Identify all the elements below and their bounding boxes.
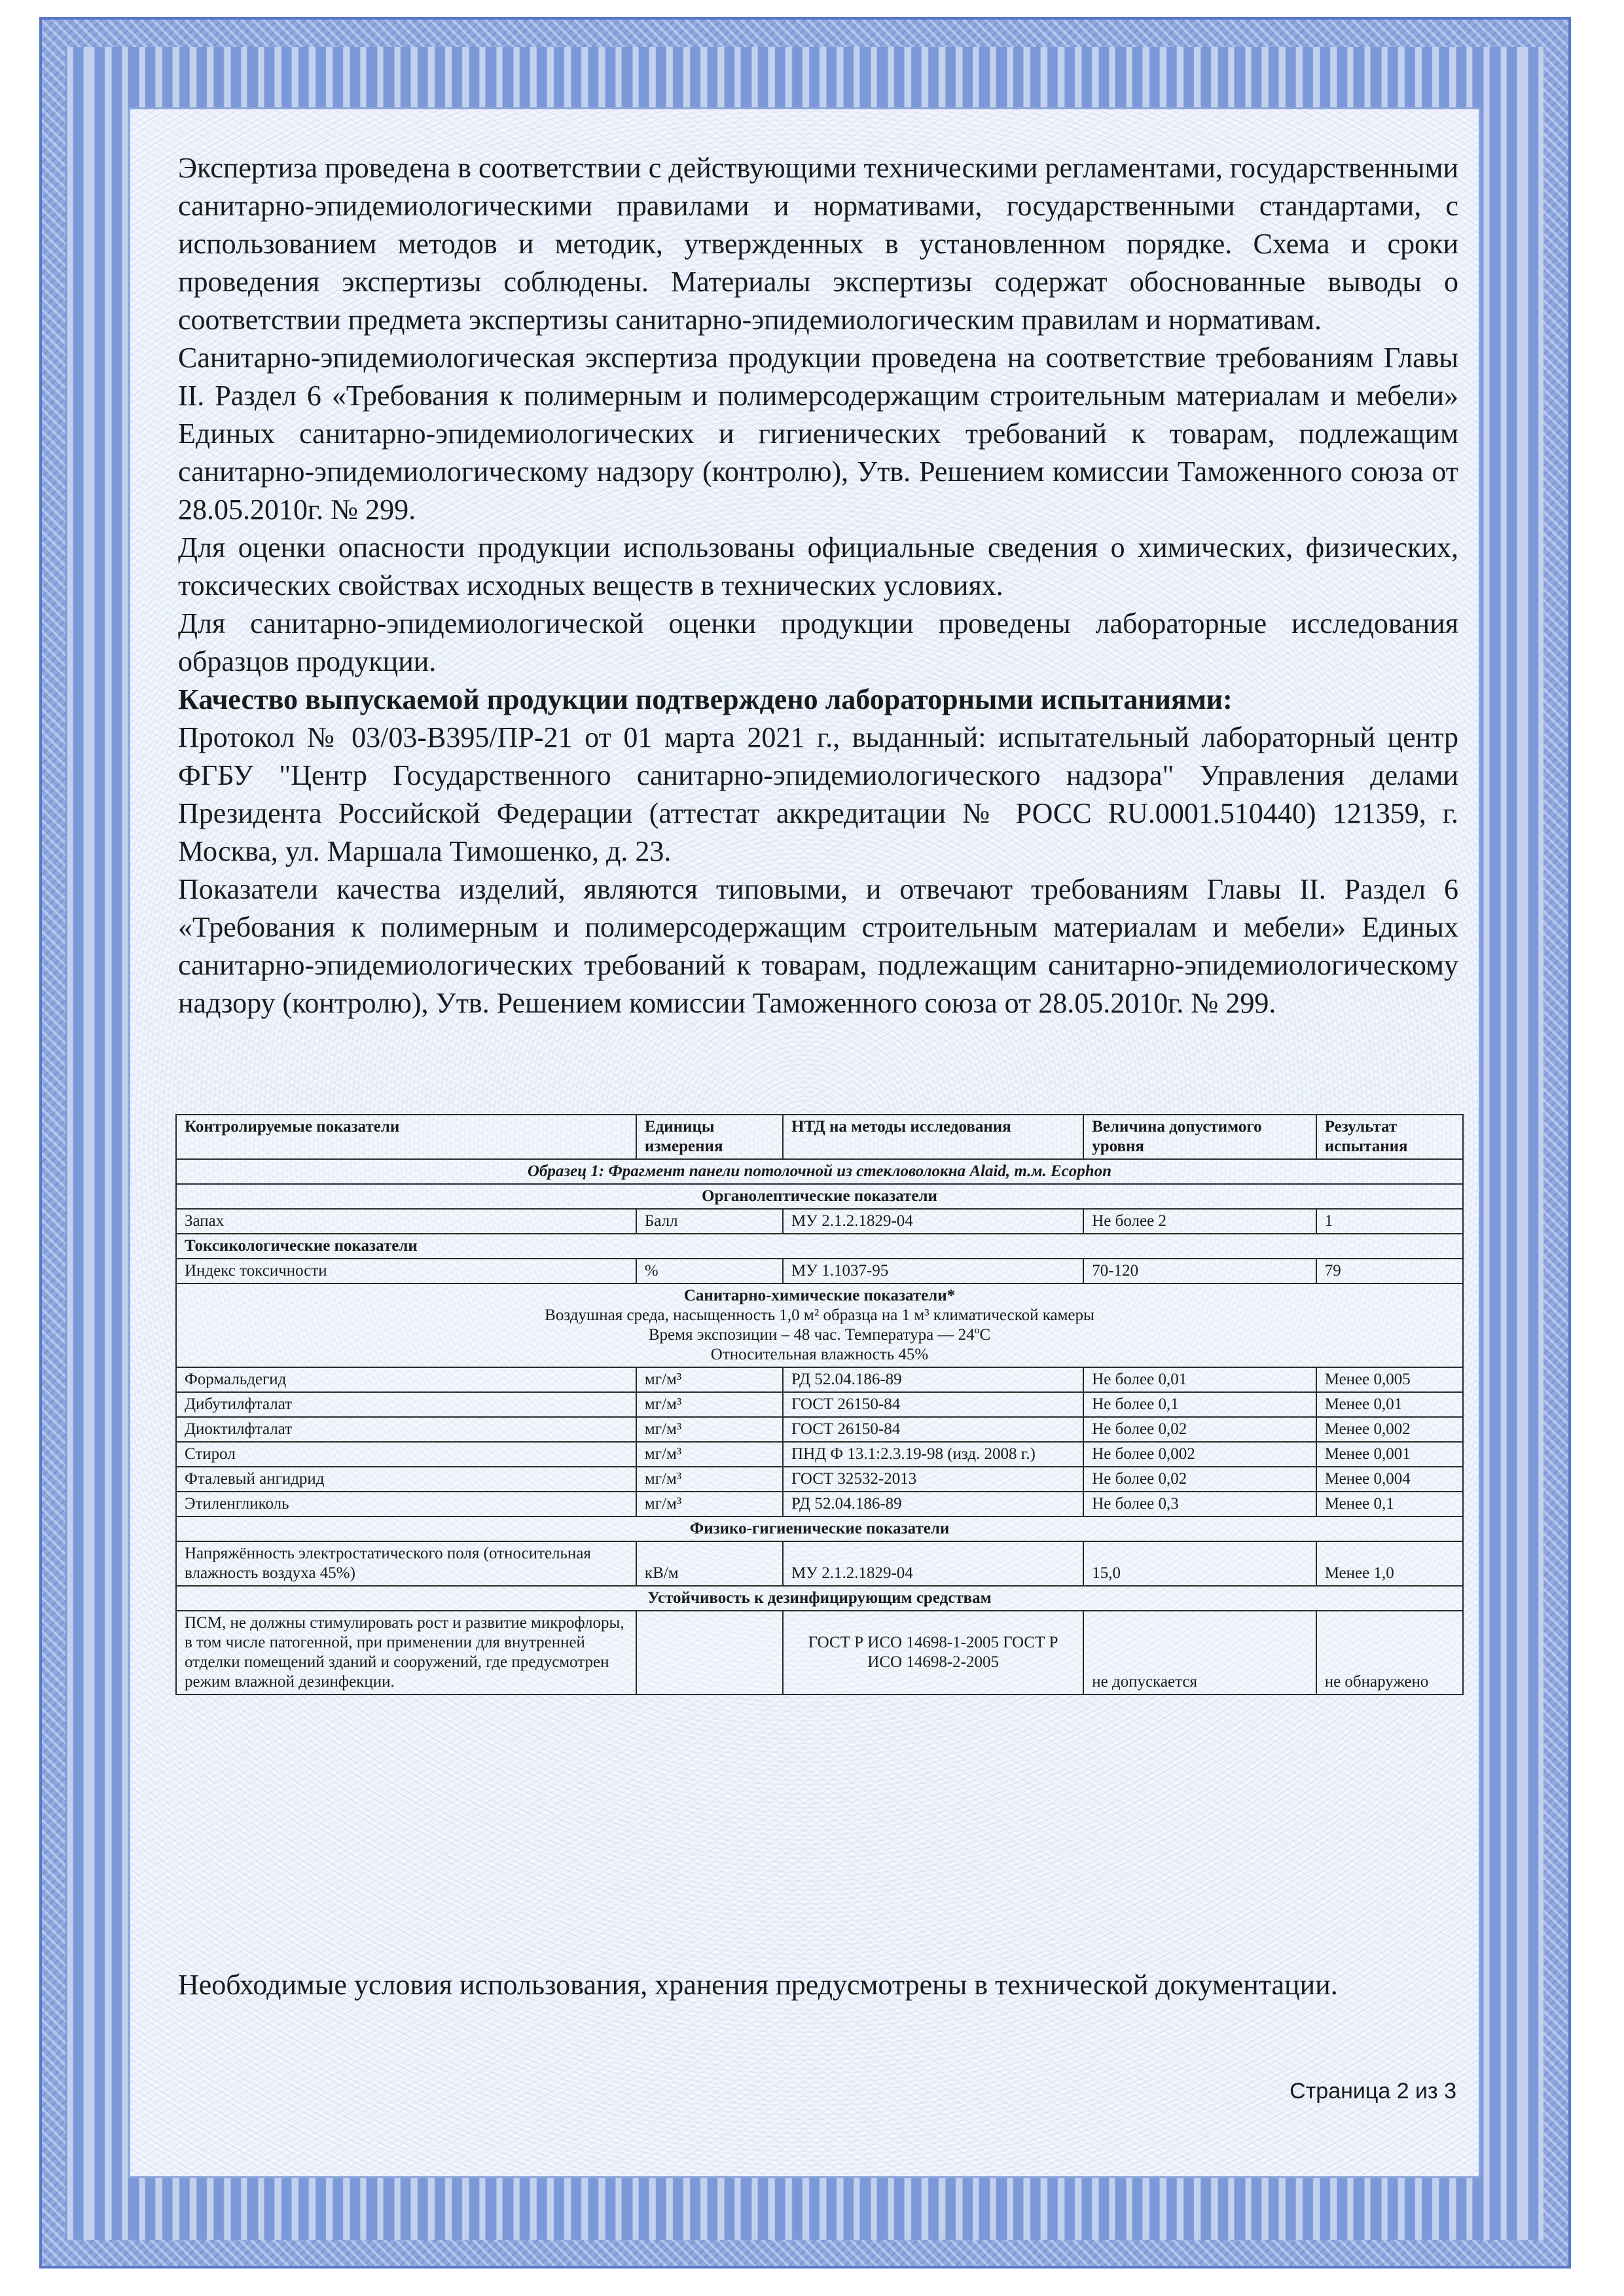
- chem-condition: Время экспозиции – 48 час. Температура — 24ºС: [648, 1326, 991, 1344]
- cell-units: [636, 1611, 783, 1695]
- cell-limit: не допускается: [1083, 1611, 1316, 1695]
- table-row: [176, 1417, 1463, 1442]
- section-disinfection: Устойчивость к дезинфицирующим средствам: [176, 1586, 1463, 1611]
- paragraph-quality-confirmed: Качество выпускаемой продукции подтверждено лабораторными испытаниями:: [178, 683, 1233, 715]
- cell-units: Балл: [636, 1209, 783, 1234]
- table-row: [176, 1492, 1463, 1516]
- cell-limit: Не более 0,02: [1083, 1467, 1316, 1492]
- page-number: Страница 2 из 3: [1290, 2079, 1456, 2104]
- cell-indicator: Напряжённость электростатического поля (относительная влажность воздуха 45%): [176, 1541, 636, 1586]
- section-chemical-title: Санитарно-химические показатели*: [683, 1287, 956, 1304]
- section-row: [176, 1283, 1463, 1367]
- table-row: [176, 1259, 1463, 1283]
- cell-result: не обнаружено: [1316, 1611, 1463, 1695]
- sample-row: [176, 1159, 1463, 1184]
- cell-result: Менее 0,004: [1316, 1467, 1463, 1492]
- cell-result: 1: [1316, 1209, 1463, 1234]
- cell-result: Менее 0,002: [1316, 1417, 1463, 1442]
- cell-method: РД 52.04.186-89: [783, 1492, 1083, 1516]
- usage-conditions: Необходимые условия использования, хранения предусмотрены в технической документации.: [178, 1969, 1338, 2001]
- cell-method: РД 52.04.186-89: [783, 1367, 1083, 1392]
- cell-result: Менее 1,0: [1316, 1541, 1463, 1586]
- section-physical: Физико-гигиенические показатели: [176, 1516, 1463, 1541]
- section-row: [176, 1586, 1463, 1611]
- header-units: Единицы измерения: [636, 1115, 783, 1159]
- cell-units: мг/м³: [636, 1467, 783, 1492]
- table-row: [176, 1467, 1463, 1492]
- cell-units: мг/м³: [636, 1492, 783, 1516]
- paragraph-lab-research: Для санитарно-эпидемиологической оценки продукции проведены лабораторные исследования образцов продукции.: [178, 607, 1458, 677]
- cell-method: МУ 2.1.2.1829-04: [783, 1209, 1083, 1234]
- cell-indicator: Запах: [176, 1209, 636, 1234]
- cell-limit: Не более 0,02: [1083, 1417, 1316, 1442]
- cell-indicator: Дибутилфталат: [176, 1392, 636, 1417]
- table-row: [176, 1367, 1463, 1392]
- cell-limit: 15,0: [1083, 1541, 1316, 1586]
- cell-method: ГОСТ 26150-84: [783, 1417, 1083, 1442]
- cell-method: ГОСТ 32532-2013: [783, 1467, 1083, 1492]
- body-text: [178, 149, 1458, 1022]
- paragraph-protocol: Протокол № 03/03-В395/ПР-21 от 01 марта 2021 г., выданный: испытательный лабораторный центр ФГБУ "Центр Государственного санитарно-эпидемиологического надзора" Управления делами Президента Российской Федерации (аттестат аккредитации № РОСС RU.0001.510440) 121359, г. Москва, ул. Маршала Тимошенко, д. 23.: [178, 721, 1458, 867]
- sample-title: Образец 1: Фрагмент панели потолочной из стекловолокна Alaid, т.м. Ecophon: [176, 1159, 1463, 1184]
- header-indicator: Контролируемые показатели: [176, 1115, 636, 1159]
- cell-limit: Не более 2: [1083, 1209, 1316, 1234]
- header-method: НТД на методы исследования: [783, 1115, 1083, 1159]
- results-table: [175, 1114, 1464, 1695]
- header-limit: Величина допустимого уровня: [1083, 1115, 1316, 1159]
- section-chemical: [176, 1283, 1463, 1367]
- cell-limit: Не более 0,01: [1083, 1367, 1316, 1392]
- chem-condition: Относительная влажность 45%: [710, 1346, 929, 1363]
- cell-units: %: [636, 1259, 783, 1283]
- cell-units: кВ/м: [636, 1541, 783, 1586]
- cell-result: Менее 0,01: [1316, 1392, 1463, 1417]
- cell-method: ГОСТ Р ИСО 14698-1-2005 ГОСТ Р ИСО 14698-2-2005: [783, 1611, 1083, 1695]
- cell-units: мг/м³: [636, 1417, 783, 1442]
- cell-limit: Не более 0,002: [1083, 1442, 1316, 1467]
- cell-indicator: Формальдегид: [176, 1367, 636, 1392]
- cell-limit: Не более 0,3: [1083, 1492, 1316, 1516]
- paragraph-requirements: Санитарно-эпидемиологическая экспертиза продукции проведена на соответствие требованиям Главы II. Раздел 6 «Требования к полимерным и полимерсодержащим строительным материалам и мебели» Единых санитарно-эпидемиологических и гигиенических требований к товарам, подлежащим санитарно-эпидемиологическому надзору (контролю), Утв. Решением комиссии Таможенного союза от 28.05.2010г. № 299.: [178, 342, 1458, 526]
- cell-method: МУ 2.1.2.1829-04: [783, 1541, 1083, 1586]
- cell-method: МУ 1.1037-95: [783, 1259, 1083, 1283]
- cell-indicator: Этиленгликоль: [176, 1492, 636, 1516]
- table-row: [176, 1611, 1463, 1695]
- cell-result: Менее 0,001: [1316, 1442, 1463, 1467]
- cell-units: мг/м³: [636, 1367, 783, 1392]
- paragraph-hazard: Для оценки опасности продукции использованы официальные сведения о химических, физических, токсических свойствах исходных веществ в технических условиях.: [178, 531, 1458, 601]
- paragraph-indicators: Показатели качества изделий, являются типовыми, и отвечают требованиям Главы II. Раздел 6 «Требования к полимерным и полимерсодержащим строительным материалам и мебели» Единых санитарно-эпидемиологических требований к товарам, подлежащим санитарно-эпидемиологическому надзору (контролю), Утв. Решением комиссии Таможенного союза от 28.05.2010г. № 299.: [178, 873, 1458, 1019]
- cell-indicator: ПСМ, не должны стимулировать рост и развитие микрофлоры, в том числе патогенной, при применении для внутренней отделки помещений зданий и сооружений, где предусмотрен режим влажной дезинфекции.: [176, 1611, 636, 1695]
- cell-indicator: Индекс токсичности: [176, 1259, 636, 1283]
- cell-result: Менее 0,005: [1316, 1367, 1463, 1392]
- table-row: [176, 1209, 1463, 1234]
- cell-units: мг/м³: [636, 1392, 783, 1417]
- cell-indicator: Фталевый ангидрид: [176, 1467, 636, 1492]
- cell-result: 79: [1316, 1259, 1463, 1283]
- section-row: [176, 1516, 1463, 1541]
- table-row: [176, 1442, 1463, 1467]
- cell-units: мг/м³: [636, 1442, 783, 1467]
- cell-result: Менее 0,1: [1316, 1492, 1463, 1516]
- section-organoleptic: Органолептические показатели: [176, 1184, 1463, 1209]
- chem-condition: Воздушная среда, насыщенность 1,0 м² образца на 1 м³ климатической камеры: [545, 1306, 1094, 1324]
- cell-limit: Не более 0,1: [1083, 1392, 1316, 1417]
- section-row: [176, 1184, 1463, 1209]
- cell-method: ПНД Ф 13.1:2.3.19-98 (изд. 2008 г.): [783, 1442, 1083, 1467]
- paragraph-expertise: Экспертиза проведена в соответствии с действующими техническими регламентами, государственными санитарно-эпидемиологическими правилами и нормативами, государственными стандартами, с использованием методов и методик, утвержденных в установленном порядке. Схема и сроки проведения экспертизы соблюдены. Материалы экспертизы содержат обоснованные выводы о соответствии предмета экспертизы санитарно-эпидемиологическим правилам и нормативам.: [178, 152, 1458, 336]
- cell-limit: 70-120: [1083, 1259, 1316, 1283]
- table-header-row: [176, 1115, 1463, 1159]
- cell-indicator: Стирол: [176, 1442, 636, 1467]
- cell-indicator: Диоктилфталат: [176, 1417, 636, 1442]
- section-toxicological: Токсикологические показатели: [176, 1234, 1463, 1259]
- header-result: Результат испытания: [1316, 1115, 1463, 1159]
- cell-method: ГОСТ 26150-84: [783, 1392, 1083, 1417]
- table-row: [176, 1392, 1463, 1417]
- table-row: [176, 1541, 1463, 1586]
- section-row: [176, 1234, 1463, 1259]
